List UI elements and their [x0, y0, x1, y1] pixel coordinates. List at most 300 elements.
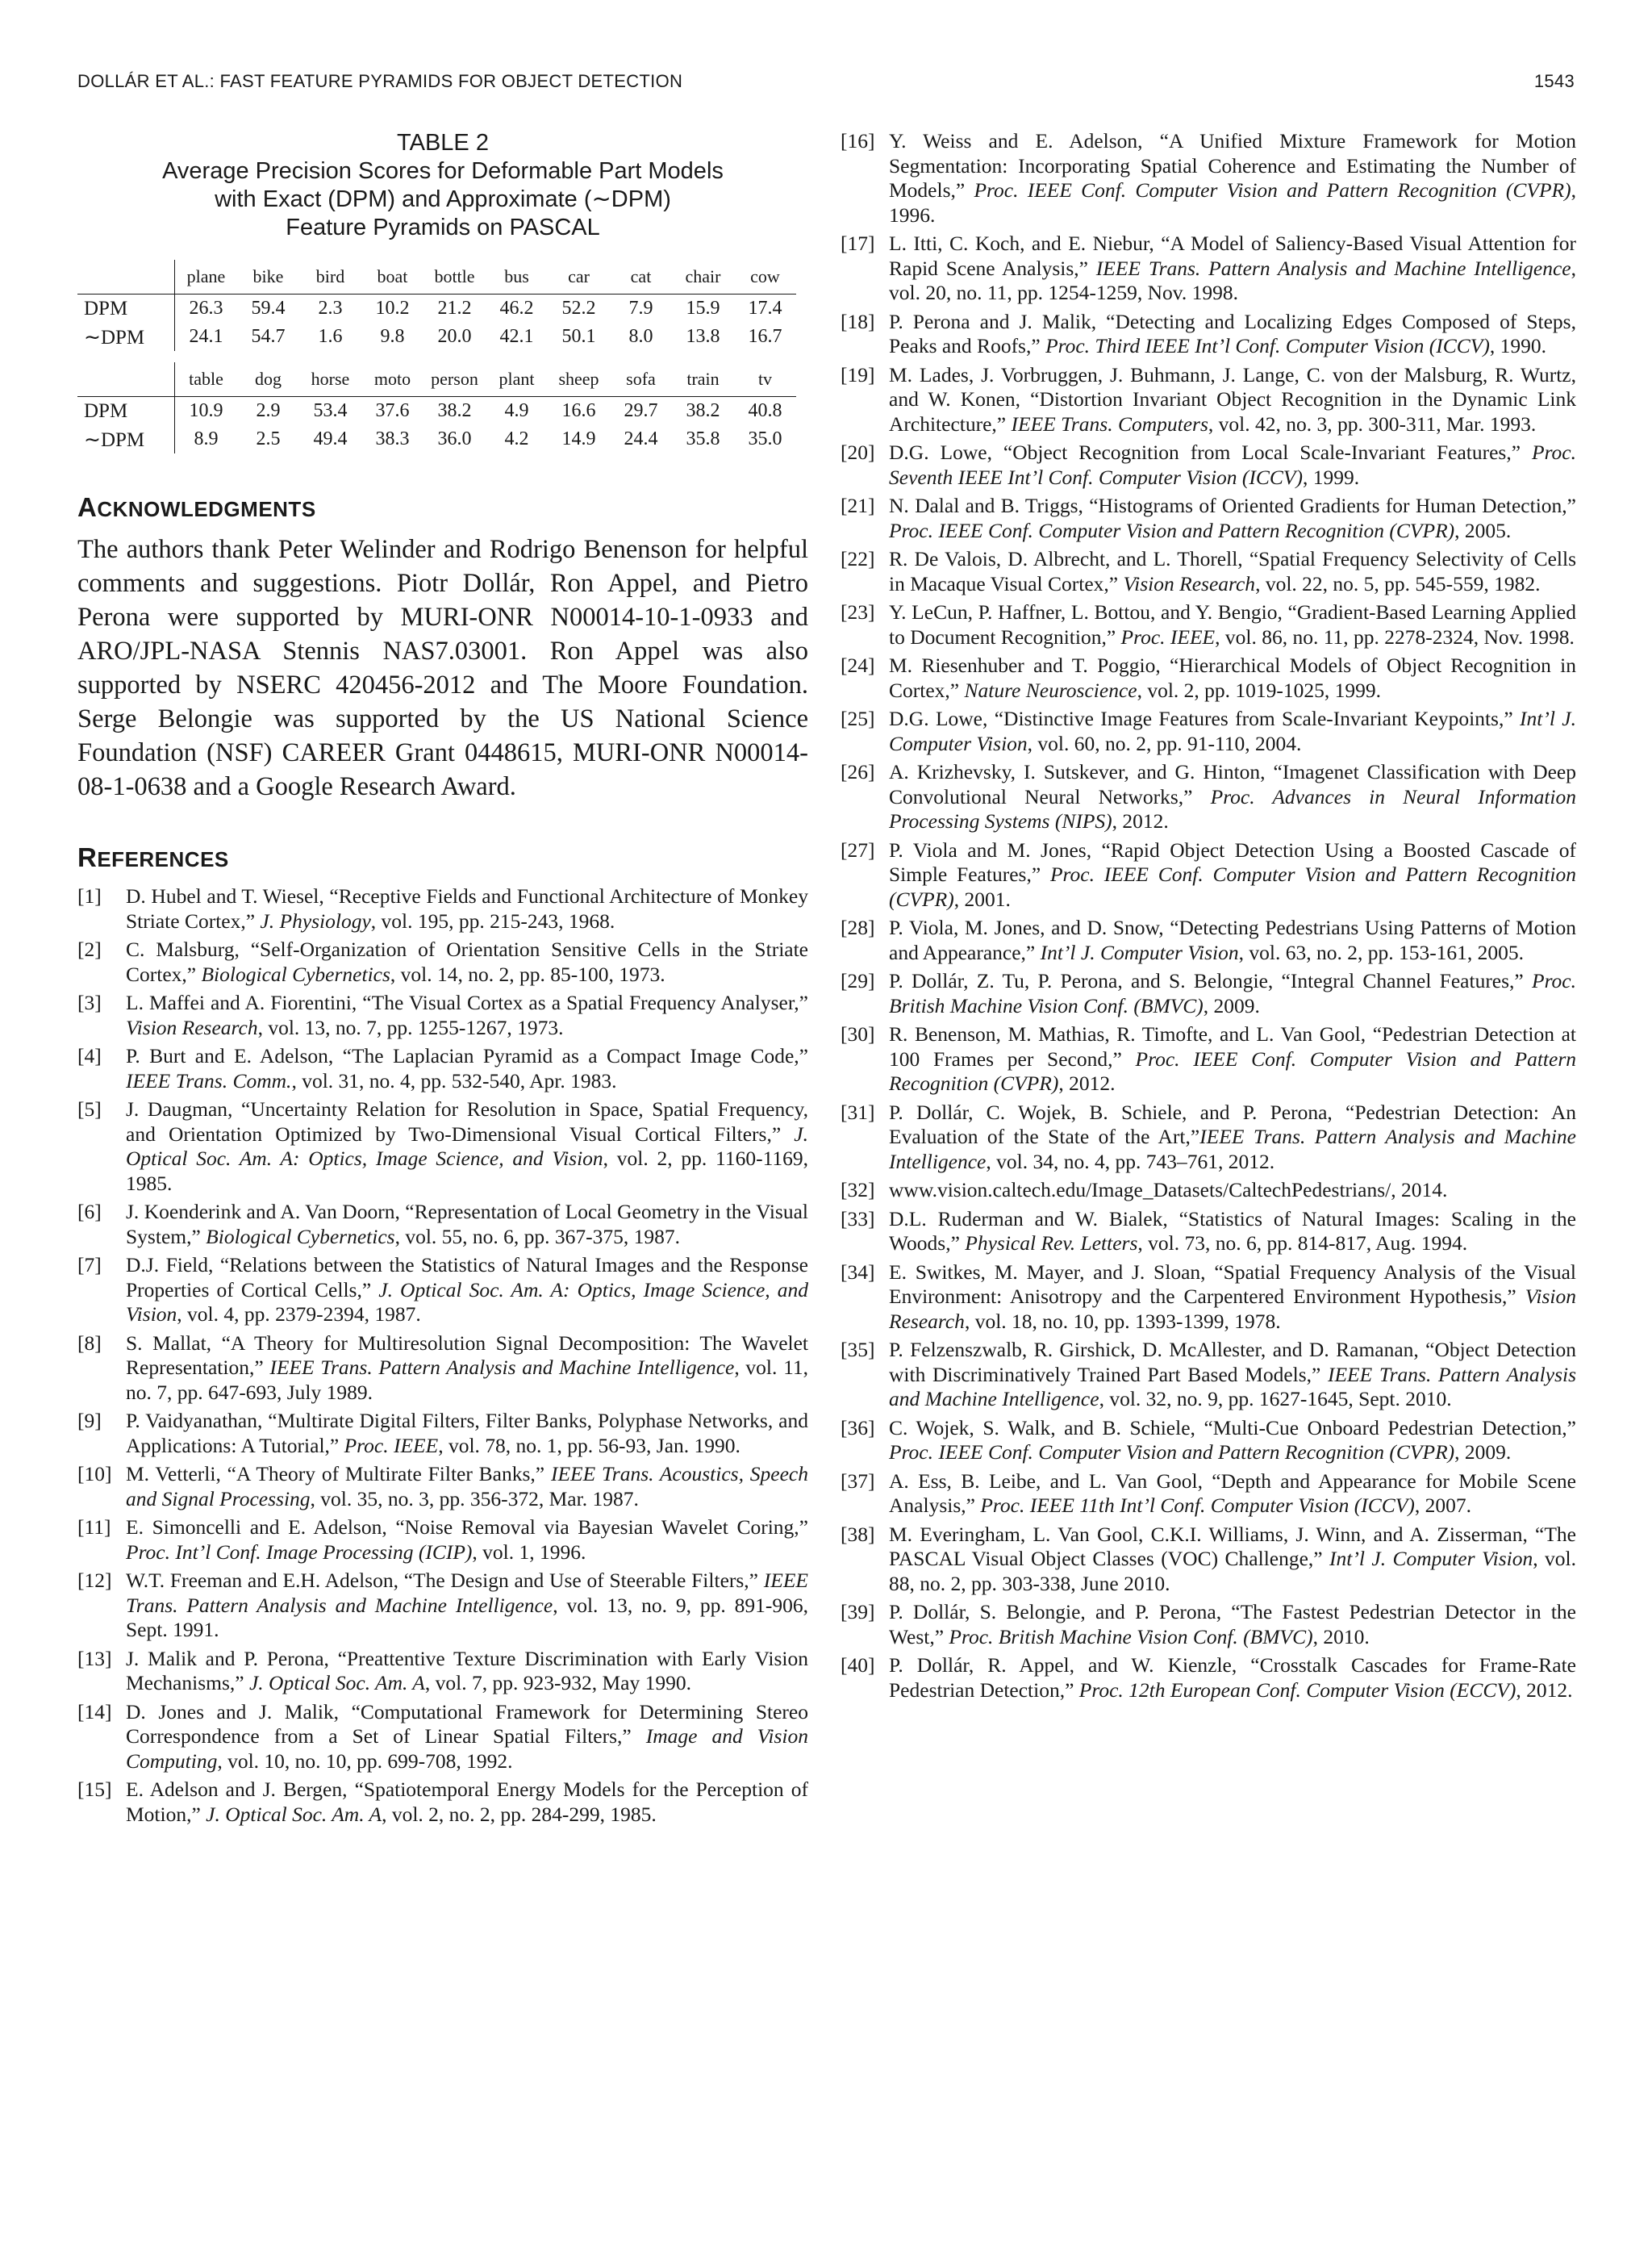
table-cell: 37.6 — [361, 397, 423, 426]
reference-body: L. Itti, C. Koch, and E. Niebur, “A Model of Saliency-Based Visual Attention for Rapid Scene Analysis,” — [889, 232, 1576, 280]
reference-text — [126, 991, 808, 1040]
reference-body: A. Ess, B. Leibe, and L. Van Gool, “Depth and Appearance for Mobile Scene Analysis,” — [889, 1468, 1576, 1517]
reference-details: , vol. 195, pp. 215-243, 1968. — [370, 909, 615, 933]
reference-details: , 1999. — [1302, 465, 1360, 489]
reference-text — [126, 1700, 808, 1774]
reference-body: D.J. Field, “Relations between the Statistics of Natural Images and the Response Properties of Cortical Cells,” — [126, 1253, 808, 1301]
table-cell: 10.2 — [361, 295, 423, 324]
table-cell: 4.2 — [504, 428, 529, 449]
reference-number: [18] — [841, 309, 875, 333]
row-label: DPM — [77, 295, 175, 324]
reference-number: [19] — [841, 362, 875, 386]
reference-text — [126, 1253, 808, 1327]
reference-item — [841, 1338, 1576, 1412]
column-header: bike — [252, 266, 284, 286]
reference-body: C. Malsburg, “Self-Organization of Orientation Sensitive Cells in the Striate Cortex,” — [126, 938, 808, 986]
reference-venue: IEEE Trans. Pattern Analysis and Machine Intelligence — [126, 1569, 808, 1617]
reference-body: R. Benenson, M. Mathias, R. Timofte, and L. Van Gool, “Pedestrian Detection at 100 Frames per Second,” — [889, 1022, 1576, 1071]
table-row — [77, 425, 796, 453]
reference-number: [12] — [77, 1569, 112, 1592]
reference-number: [36] — [841, 1415, 875, 1439]
reference-number: [14] — [77, 1699, 112, 1723]
reference-text — [126, 1569, 808, 1643]
reference-body: D. Hubel and T. Wiesel, “Receptive Fields and Functional Architecture of Monkey Striate Cortex,” — [126, 884, 808, 933]
table-cell: 15.9 — [672, 295, 734, 324]
reference-details: , vol. 13, no. 7, pp. 1255-1267, 1973. — [257, 1015, 564, 1039]
reference-details: , vol. 31, no. 4, pp. 532-540, Apr. 1983. — [291, 1068, 617, 1092]
column-header: dog — [255, 369, 282, 389]
reference-body: P. Perona and J. Malik, “Detecting and Localizing Edges Composed of Steps, Peaks and Roofs,” — [889, 309, 1576, 357]
reference-venue: Proc. Int’l Conf. Image Processing (ICIP) — [126, 1540, 473, 1564]
reference-venue: Biological Cybernetics — [201, 962, 390, 986]
reference-body: M. Everingham, L. Van Gool, C.K.I. Williams, J. Winn, and A. Zisserman, “The PASCAL Visual Object Classes (VOC) Challenge,” — [889, 1522, 1576, 1570]
reference-body: S. Mallat, “A Theory for Multiresolution Signal Decomposition: The Wavelet Representation,” — [126, 1331, 808, 1379]
reference-body: N. Dalal and B. Triggs, “Histograms of Oriented Gradients for Human Detection,” — [889, 494, 1576, 517]
reference-number: [31] — [841, 1100, 875, 1124]
table-cell: 2.3 — [299, 295, 361, 324]
reference-item — [841, 1469, 1576, 1519]
reference-item — [77, 1515, 808, 1565]
reference-body: J. Malik and P. Perona, “Preattentive Texture Discrimination with Early Vision Mechanisms,” — [126, 1646, 808, 1694]
table-label: TABLE 2 — [397, 130, 489, 156]
reference-number: [11] — [77, 1515, 111, 1539]
reference-list-right — [841, 129, 1576, 1702]
reference-body: P. Dollár, R. Appel, and W. Kienzle, “Crosstalk Cascades for Frame-Rate Pedestrian Detection,” — [889, 1653, 1576, 1702]
table-cell: 49.4 — [313, 428, 348, 449]
reference-body: M. Riesenhuber and T. Poggio, “Hierarchical Models of Object Recognition in Cortex,” — [889, 654, 1576, 702]
reference-venue: Int’l J. Computer Vision — [1329, 1547, 1533, 1570]
reference-text — [889, 547, 1576, 596]
reference-number: [20] — [841, 441, 875, 464]
reference-number: [21] — [841, 494, 875, 517]
reference-details: , vol. 32, no. 9, pp. 1627-1645, Sept. 2010. — [1099, 1387, 1452, 1410]
reference-body: P. Felzenszwalb, R. Girshick, D. McAllester, and D. Ramanan, “Object Detection with Discriminatively Trained Part Based Models,” — [889, 1338, 1576, 1386]
reference-number: [35] — [841, 1338, 875, 1361]
reference-text — [889, 1469, 1576, 1519]
reference-number: [15] — [77, 1778, 112, 1801]
reference-venue: Proc. Third IEEE Int’l Conf. Computer Vision (ICCV) — [1045, 334, 1490, 357]
reference-text — [889, 838, 1576, 913]
reference-venue: Int’l J. Computer Vision — [1040, 940, 1239, 964]
table-cell: 40.8 — [734, 397, 796, 426]
reference-number: [34] — [841, 1260, 875, 1284]
reference-body: E. Switkes, M. Mayer, and J. Sloan, “Spatial Frequency Analysis of the Visual Environment: Anisotropy and the Carpentered Environment Hypothesis,” — [889, 1260, 1576, 1308]
column-header: plane — [175, 260, 238, 295]
running-head — [77, 71, 1575, 92]
reference-details: , vol. 18, no. 10, pp. 1393-1399, 1978. — [964, 1309, 1281, 1333]
reference-details: , vol. 60, no. 2, pp. 91-110, 2004. — [1027, 731, 1302, 755]
reference-body: D.L. Ruderman and W. Bialek, “Statistics of Natural Images: Scaling in the Woods,” — [889, 1206, 1576, 1255]
reference-venue: Proc. IEEE Conf. Computer Vision and Pattern Recognition (CVPR) — [889, 1047, 1577, 1095]
table-cell: 20.0 — [437, 326, 472, 347]
column-header: person — [431, 369, 478, 389]
reference-text — [889, 707, 1576, 756]
table-cell: 38.3 — [375, 428, 410, 449]
reference-details: , 1990. — [1489, 334, 1546, 357]
reference-venue: Vision Research — [126, 1015, 258, 1039]
reference-item — [77, 1700, 808, 1774]
table-cell: 8.9 — [194, 428, 219, 449]
reference-item — [841, 1416, 1576, 1465]
table-caption-line: Feature Pyramids on PASCAL — [286, 215, 600, 240]
reference-item — [77, 1331, 808, 1406]
reference-body: L. Maffei and A. Fiorentini, “The Visual Cortex as a Spatial Frequency Analyser,” — [126, 991, 808, 1014]
reference-body: M. Vetterli, “A Theory of Multirate Filter Banks,” — [126, 1462, 551, 1485]
reference-text — [126, 884, 808, 934]
reference-number: [27] — [841, 838, 875, 862]
reference-text — [889, 1600, 1576, 1649]
reference-text — [889, 760, 1576, 834]
reference-body: W.T. Freeman and E.H. Adelson, “The Design and Use of Steerable Filters,” — [126, 1569, 764, 1592]
references-heading — [77, 842, 808, 873]
table-cell: 16.7 — [748, 326, 782, 347]
reference-details: , 2001. — [953, 887, 1011, 911]
reference-item — [841, 363, 1576, 437]
reference-item — [77, 1044, 808, 1093]
column-header: chair — [685, 266, 721, 286]
reference-item — [841, 1523, 1576, 1597]
table-cell: 4.9 — [486, 397, 548, 426]
column-header: bus — [504, 266, 529, 286]
reference-text — [889, 916, 1576, 965]
reference-venue: Proc. IEEE Conf. Computer Vision and Pattern Recognition (CVPR) — [889, 863, 1576, 911]
reference-details: , vol. 88, no. 2, pp. 303-338, June 2010. — [889, 1547, 1576, 1595]
table-cell: 1.6 — [318, 326, 343, 347]
reference-body: P. Viola, M. Jones, and D. Snow, “Detecting Pedestrians Using Patterns of Motion and Appearance,” — [889, 916, 1576, 964]
row-label: DPM — [77, 397, 175, 426]
reference-venue: Vision Research — [889, 1285, 1576, 1333]
reference-number: [37] — [841, 1468, 875, 1493]
reference-text — [126, 1044, 808, 1093]
table-cell: 2.9 — [237, 397, 299, 426]
reference-item — [841, 760, 1576, 834]
reference-text — [126, 1515, 808, 1565]
reference-venue: Proc. 12th European Conf. Computer Vision (ECCV) — [1078, 1677, 1516, 1702]
reference-body: D. Jones and J. Malik, “Computational Framework for Determining Stereo Correspondence from a Set of Linear Spatial Filters,” — [126, 1699, 808, 1748]
reference-details: , 2012. — [1058, 1072, 1116, 1095]
reference-details: , vol. 20, no. 11, pp. 1254-1259, Nov. 1998. — [889, 256, 1576, 304]
reference-details: , vol. 73, no. 6, pp. 814-817, Aug. 1994. — [1137, 1231, 1468, 1255]
reference-text — [126, 1409, 808, 1458]
reference-item — [841, 707, 1576, 756]
reference-text — [126, 1778, 808, 1827]
reference-venue: Proc. IEEE Conf. Computer Vision and Pattern Recognition (CVPR) — [889, 1440, 1455, 1464]
column-header: sofa — [626, 369, 656, 389]
reference-item — [841, 232, 1576, 306]
reference-body: P. Vaidyanathan, “Multirate Digital Filters, Filter Banks, Polyphase Networks, and Applications: A Tutorial,” — [126, 1409, 808, 1457]
reference-number: [24] — [841, 654, 875, 677]
table-cell: 38.2 — [423, 397, 486, 426]
reference-details: , vol. 22, no. 5, pp. 545-559, 1982. — [1255, 571, 1541, 595]
reference-details: , 2009. — [1454, 1440, 1512, 1464]
reference-venue: J. Physiology — [260, 909, 371, 933]
heading-rest: CKNOWLEDGMENTS — [97, 497, 316, 521]
reference-venue: Proc. IEEE Conf. Computer Vision and Pattern Recognition (CVPR) — [974, 178, 1571, 202]
reference-venue: Proc. British Machine Vision Conf. (BMVC) — [889, 969, 1576, 1017]
column-header: bird — [315, 266, 345, 286]
reference-text — [889, 1653, 1576, 1702]
table-cell: 52.2 — [548, 295, 610, 324]
reference-venue: Biological Cybernetics — [206, 1224, 395, 1248]
reference-venue: IEEE Trans. Acoustics, Speech and Signal Processing — [126, 1462, 808, 1510]
reference-item — [841, 1653, 1576, 1702]
reference-text — [889, 600, 1576, 650]
reference-item — [841, 838, 1576, 913]
reference-details: , 2012. — [1112, 809, 1169, 833]
reference-body: www.vision.caltech.edu/Image_Datasets/CaltechPedestrians/, 2014. — [889, 1178, 1448, 1201]
reference-item — [77, 938, 808, 987]
reference-body: R. De Valois, D. Albrecht, and L. Thorell, “Spatial Frequency Selectivity of Cells in Macaque Visual Cortex,” — [889, 547, 1576, 595]
table-cell: 9.8 — [380, 326, 405, 347]
reference-item — [77, 991, 808, 1040]
reference-number: [7] — [77, 1253, 102, 1276]
reference-text — [889, 232, 1576, 306]
reference-item — [77, 1409, 808, 1458]
reference-body: E. Simoncelli and E. Adelson, “Noise Removal via Bayesian Wavelet Coring,” — [126, 1515, 808, 1539]
reference-body: Y. LeCun, P. Haffner, L. Bottou, and Y. Bengio, “Gradient-Based Learning Applied to Document Recognition,” — [889, 600, 1576, 649]
column-header: horse — [311, 369, 350, 389]
reference-text — [889, 1178, 1576, 1203]
reference-item — [841, 129, 1576, 228]
reference-details: , vol. 34, no. 4, pp. 743–761, 2012. — [986, 1149, 1275, 1173]
reference-text — [126, 1647, 808, 1696]
column-header: cat — [630, 266, 652, 286]
reference-text — [889, 1416, 1576, 1465]
reference-item — [841, 1178, 1576, 1203]
reference-list-left — [77, 884, 808, 1827]
reference-details: , vol. 1, 1996. — [472, 1540, 586, 1564]
table-cell: 35.0 — [748, 428, 782, 449]
column-header: cow — [750, 266, 780, 286]
reference-text — [889, 969, 1576, 1018]
reference-item — [841, 654, 1576, 703]
reference-details: , vol. 35, no. 3, pp. 356-372, Mar. 1987. — [310, 1486, 639, 1510]
reference-text — [126, 938, 808, 987]
reference-item — [841, 310, 1576, 359]
reference-body: D.G. Lowe, “Object Recognition from Local Scale-Invariant Features,” — [889, 441, 1532, 464]
reference-details: , vol. 55, no. 6, pp. 367-375, 1987. — [394, 1224, 681, 1248]
reference-body: P. Dollár, C. Wojek, B. Schiele, and P. Perona, “Pedestrian Detection: An Evaluation of the State of the Art,” — [889, 1100, 1576, 1148]
reference-venue: IEEE Trans. Computers — [1011, 412, 1208, 436]
reference-venue: J. Optical Soc. Am. A: Optics, Image Science, and Vision — [126, 1122, 808, 1170]
reference-body: C. Wojek, S. Walk, and B. Schiele, “Multi-Cue Onboard Pedestrian Detection,” — [889, 1415, 1576, 1439]
table-row — [77, 397, 796, 426]
reference-details: , vol. 7, pp. 923-932, May 1990. — [424, 1671, 691, 1694]
reference-number: [13] — [77, 1646, 112, 1670]
reference-number: [29] — [841, 969, 875, 992]
table-cell: 10.9 — [175, 397, 238, 426]
reference-number: [23] — [841, 600, 875, 624]
heading-rest: EFERENCES — [97, 847, 229, 871]
reference-details: , 2012. — [1516, 1677, 1573, 1702]
reference-venue: Proc. IEEE Conf. Computer Vision and Pattern Recognition (CVPR) — [889, 518, 1455, 542]
table-cell: 46.2 — [486, 295, 548, 324]
table-cell: 36.0 — [437, 428, 472, 449]
reference-text — [889, 494, 1576, 543]
reference-venue: IEEE Trans. Pattern Analysis and Machine Intelligence — [1095, 256, 1571, 280]
reference-details: , vol. 4, pp. 2379-2394, 1987. — [177, 1302, 421, 1326]
table-header-row — [77, 362, 796, 397]
reference-number: [38] — [841, 1522, 875, 1546]
reference-item — [77, 1253, 808, 1327]
reference-text — [889, 654, 1576, 703]
reference-item — [841, 1600, 1576, 1649]
reference-number: [40] — [841, 1653, 875, 1677]
reference-item — [841, 969, 1576, 1018]
reference-venue: J. Optical Soc. Am. A — [206, 1802, 382, 1826]
reference-body: A. Krizhevsky, I. Sutskever, and G. Hinton, “Imagenet Classification with Deep Convolutional Neural Networks,” — [889, 760, 1576, 808]
table-cell: 42.1 — [499, 326, 534, 347]
reference-number: [8] — [77, 1331, 102, 1355]
reference-text — [126, 1097, 808, 1196]
column-header: car — [568, 266, 590, 286]
table-cell: 38.2 — [672, 397, 734, 426]
table-cell: 29.7 — [610, 397, 672, 426]
reference-number: [25] — [841, 707, 875, 730]
reference-venue: Proc. IEEE 11th Int’l Conf. Computer Vision (ICCV) — [980, 1494, 1415, 1517]
reference-details: , 2007. — [1414, 1494, 1471, 1517]
reference-details: , vol. 13, no. 9, pp. 891-906, Sept. 1991. — [126, 1593, 808, 1641]
reference-item — [77, 1097, 808, 1196]
column-header: table — [175, 362, 238, 397]
table-caption-line: Average Precision Scores for Deformable Part Models — [162, 158, 724, 184]
reference-venue: Image and Vision Computing — [126, 1724, 808, 1773]
table-cell: 50.1 — [561, 326, 596, 347]
reference-text — [889, 1207, 1576, 1256]
reference-venue: IEEE Trans. Comm. — [126, 1068, 292, 1092]
reference-number: [39] — [841, 1600, 875, 1623]
reference-text — [126, 1462, 808, 1511]
reference-venue: J. Optical Soc. Am. A — [248, 1671, 425, 1694]
table-row — [77, 295, 796, 324]
reference-number: [26] — [841, 760, 875, 783]
table-caption-line: with Exact (DPM) and Approximate (∼DPM) — [215, 186, 671, 212]
table-cell: 17.4 — [734, 295, 796, 324]
acknowledgments-heading — [77, 492, 808, 523]
reference-item — [841, 494, 1576, 543]
heading-initial: A — [77, 492, 98, 522]
reference-item — [841, 1260, 1576, 1335]
reference-item — [77, 1200, 808, 1249]
table-cell: 53.4 — [299, 397, 361, 426]
reference-item — [841, 1101, 1576, 1175]
reference-details: , vol. 86, no. 11, pp. 2278-2324, Nov. 1998. — [1215, 625, 1575, 649]
reference-details: , vol. 10, no. 10, pp. 699-708, 1992. — [217, 1748, 513, 1773]
table-cell: 7.9 — [610, 295, 672, 324]
reference-venue: IEEE Trans. Pattern Analysis and Machine Intelligence — [269, 1356, 735, 1379]
reference-number: [30] — [841, 1022, 875, 1046]
reference-details: , vol. 78, no. 1, pp. 56-93, Jan. 1990. — [438, 1433, 740, 1457]
reference-item — [77, 1462, 808, 1511]
reference-number: [22] — [841, 547, 875, 570]
table-cell: 8.0 — [628, 326, 653, 347]
table-cell: 24.1 — [189, 326, 223, 347]
reference-text — [889, 441, 1576, 490]
reference-text — [889, 1101, 1576, 1175]
reference-details: , vol. 14, no. 2, pp. 85-100, 1973. — [390, 962, 665, 986]
reference-body: J. Koenderink and A. Van Doorn, “Representation of Local Geometry in the Visual System,” — [126, 1200, 808, 1248]
reference-details: , vol. 2, pp. 1019-1025, 1999. — [1137, 678, 1382, 702]
reference-venue: IEEE Trans. Pattern Analysis and Machine Intelligence — [889, 1125, 1576, 1173]
reference-number: [9] — [77, 1409, 102, 1432]
row-label: ∼DPM — [77, 323, 175, 351]
reference-body: Y. Weiss and E. Adelson, “A Unified Mixture Framework for Motion Segmentation: Incorporating Spatial Coherence and Estimating the Number of Models,” — [889, 129, 1576, 202]
page-number: 1543 — [1533, 71, 1575, 91]
table-cell: 54.7 — [251, 326, 286, 347]
table-header-row — [77, 260, 796, 295]
reference-text — [126, 1331, 808, 1406]
reference-venue: Proc. British Machine Vision Conf. (BMVC) — [949, 1624, 1313, 1648]
reference-number: [17] — [841, 232, 875, 255]
reference-item — [841, 441, 1576, 490]
reference-details: , vol. 2, pp. 1160-1169, 1985. — [126, 1147, 808, 1195]
reference-text — [889, 129, 1576, 228]
table-row — [77, 323, 796, 351]
reference-body: D.G. Lowe, “Distinctive Image Features from Scale-Invariant Keypoints,” — [889, 707, 1521, 730]
reference-venue: Proc. Seventh IEEE Int’l Conf. Computer Vision (ICCV) — [889, 441, 1576, 489]
reference-text — [889, 1022, 1576, 1097]
reference-item — [841, 547, 1576, 596]
reference-number: [1] — [77, 884, 102, 908]
column-header: moto — [373, 369, 411, 389]
reference-number: [10] — [77, 1462, 112, 1485]
reference-text — [889, 1260, 1576, 1335]
reference-number: [16] — [841, 129, 875, 152]
reference-number: [28] — [841, 916, 875, 939]
column-header: bottle — [434, 266, 475, 286]
reference-venue: Vision Research — [1123, 571, 1256, 595]
reference-details: , vol. 42, no. 3, pp. 300-311, Mar. 1993. — [1208, 412, 1537, 436]
reference-number: [32] — [841, 1178, 875, 1201]
table-caption — [77, 129, 808, 242]
reference-body: J. Daugman, “Uncertainty Relation for Resolution in Space, Spatial Frequency, and Orientation Optimized by Two-Dimensional Visual Cortical Filters,” — [126, 1097, 808, 1146]
reference-venue: Int’l J. Computer Vision — [889, 707, 1577, 755]
reference-details: , 2009. — [1203, 993, 1260, 1017]
reference-body: P. Dollár, S. Belongie, and P. Perona, “The Fastest Pedestrian Detector in the West,” — [889, 1600, 1576, 1648]
table-cell: 16.6 — [548, 397, 610, 426]
table-cell: 14.9 — [561, 428, 596, 449]
running-title: DOLLÁR ET AL.: FAST FEATURE PYRAMIDS FOR OBJECT DETECTION — [77, 71, 683, 91]
reference-venue: J. Optical Soc. Am. A: Optics, Image Science, and Vision — [126, 1277, 809, 1326]
reference-venue: Proc. IEEE — [344, 1433, 439, 1457]
reference-body: E. Adelson and J. Bergen, “Spatiotemporal Energy Models for the Perception of Motion,” — [126, 1778, 808, 1826]
acknowledgments-text: The authors thank Peter Welinder and Rodrigo Benenson for helpful comments and suggestions. Piotr Dollár, Ron Appel, and Pietro Perona were supported by MURI-ONR N00014-10-1-0933 and ARO/JPL-NASA Stennis NAS7.03001. Ron Appel was also supported by NSERC 420456-2012 and The Moore Foundation. Serge Belongie was supported by the US National Science Foundation (NSF) CAREER Grant 0448615, MURI-ONR N00014-08-1-0638 and a Google Research Award. — [77, 535, 808, 801]
heading-initial: R — [77, 842, 98, 872]
column-header: boat — [377, 266, 408, 286]
reference-number: [6] — [77, 1200, 102, 1223]
left-column — [77, 129, 808, 1831]
table-cell: 26.3 — [175, 295, 238, 324]
reference-number: [33] — [841, 1206, 875, 1230]
reference-venue: Proc. IEEE — [1120, 625, 1216, 649]
reference-venue: Proc. Advances in Neural Information Processing Systems (NIPS) — [889, 784, 1577, 833]
reference-item — [77, 1778, 808, 1827]
reference-number: [2] — [77, 938, 102, 961]
reference-item — [841, 600, 1576, 650]
column-header: plant — [499, 369, 535, 389]
ap-table — [77, 260, 796, 453]
reference-text — [889, 363, 1576, 437]
table-cell: 24.4 — [624, 428, 658, 449]
reference-venue: Physical Rev. Letters — [965, 1231, 1138, 1255]
reference-details: , 2005. — [1454, 518, 1512, 542]
reference-details: , vol. 2, no. 2, pp. 284-299, 1985. — [382, 1802, 657, 1826]
reference-number: [4] — [77, 1044, 102, 1067]
reference-body: M. Lades, J. Vorbruggen, J. Buhmann, J. Lange, C. von der Malsburg, R. Wurtz, and W. Konen, “Distortion Invariant Object Recognition in the Dynamic Link Architecture,” — [889, 362, 1576, 436]
reference-item — [77, 1569, 808, 1643]
reference-item — [841, 916, 1576, 965]
column-header: train — [686, 369, 720, 389]
